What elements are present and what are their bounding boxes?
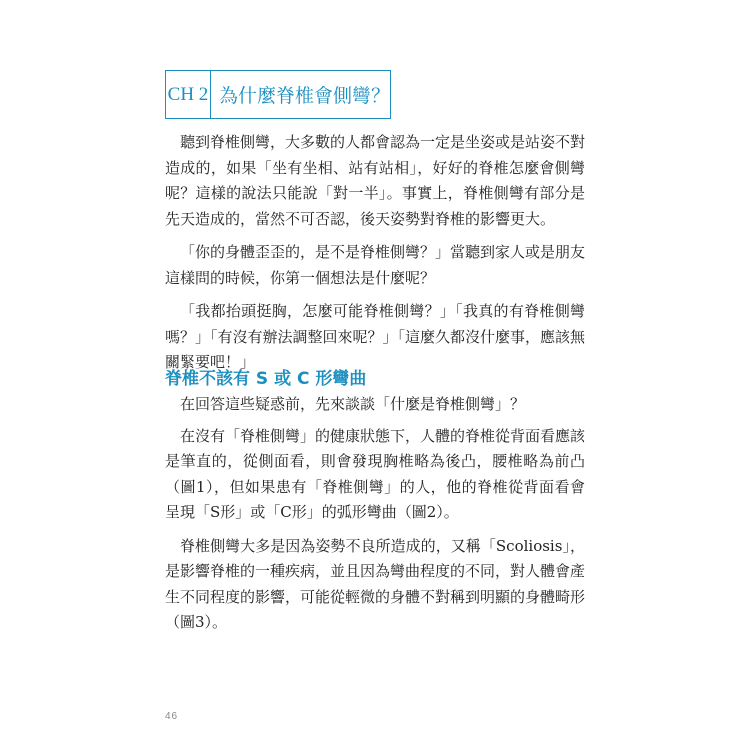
intro-paragraph-1: 聽到脊椎側彎，大多數的人都會認為一定是坐姿或是站姿不對造成的，如果「坐有坐相、站有站相」，好好的脊椎怎麼會側彎呢？這樣的說法只能說「對一半」。事實上，脊椎側彎有部分是先天造成的，當然不可否認，後天姿勢對脊椎的影響更大。 bbox=[165, 133, 586, 228]
section-paragraph-3: 脊椎側彎大多是因為姿勢不良所造成的，又稱「Scoliosis」，是影響脊椎的一種疾病，並且因為彎曲程度的不同，對人體會產生不同程度的影響，可能從輕微的身體不對稱到明顯的身體畸形（圖3）。 bbox=[165, 536, 586, 631]
chapter-header bbox=[165, 70, 391, 119]
intro-text bbox=[165, 130, 585, 376]
section-heading: 脊椎不該有 S 或 C 形彎曲 bbox=[165, 369, 367, 389]
section-text bbox=[165, 392, 585, 636]
page-number: 46 bbox=[165, 711, 179, 722]
chapter-title: 為什麼脊椎會側彎？ bbox=[218, 85, 390, 107]
intro-paragraph-2: 「你的身體歪歪的，是不是脊椎側彎？」當聽到家人或是朋友這樣問的時候，你第一個想法是什麼呢？ bbox=[165, 243, 586, 287]
section-paragraph-1: 在回答這些疑惑前，先來談談「什麼是脊椎側彎」？ bbox=[180, 395, 526, 413]
chapter-number: CH 2 bbox=[166, 71, 211, 118]
intro-paragraph-3: 「我都抬頭挺胸，怎麼可能脊椎側彎？」「我真的有脊椎側彎嗎？」「有沒有辦法調整回來呢？」「這麼久都沒什麼事，應該無關緊要吧！」 bbox=[165, 302, 586, 371]
section-paragraph-2: 在沒有「脊椎側彎」的健康狀態下，人體的脊椎從背面看應該是筆直的，從側面看，則會發現胸椎略為後凸，腰椎略為前凸（圖1），但如果患有「脊椎側彎」的人，他的脊椎從背面看會呈現「S形」或「C形」的弧形彎曲（圖2）。 bbox=[165, 426, 586, 521]
